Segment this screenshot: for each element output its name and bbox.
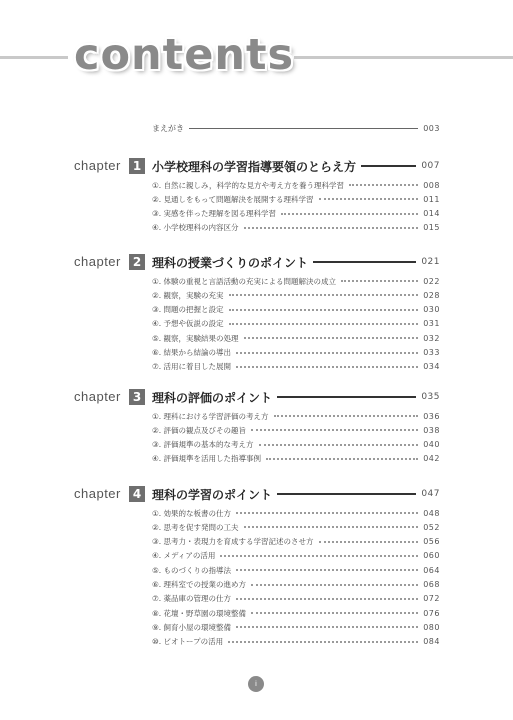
dot-leader: [236, 569, 418, 571]
leader-line: [313, 261, 416, 263]
chapter-page: 021: [421, 257, 440, 267]
chapter-heading-row[interactable]: [152, 485, 440, 503]
dot-leader: [341, 280, 418, 282]
dot-leader: [281, 213, 418, 215]
leader-line: [277, 396, 416, 398]
toc-item[interactable]: [152, 304, 440, 316]
dot-leader: [229, 323, 419, 325]
toc-item-page: 080: [423, 622, 440, 632]
toc-item[interactable]: [152, 636, 440, 648]
dot-leader: [319, 541, 419, 543]
toc-item[interactable]: [152, 593, 440, 605]
toc-item-title: ③. 実感を伴った理解を図る理科学習: [152, 209, 276, 219]
toc-item-page: 008: [423, 180, 440, 190]
chapter-title: 小学校理科の学習指導要領のとらえ方: [152, 159, 357, 174]
toc-item-title: ③. 思考力・表現力を育成する学習記述のさせ方: [152, 537, 314, 547]
toc-item-page: 084: [423, 637, 440, 647]
toc-item[interactable]: [152, 439, 440, 451]
toc-item[interactable]: [152, 275, 440, 287]
dot-leader: [244, 227, 419, 229]
dot-leader: [349, 184, 418, 186]
toc-item[interactable]: [152, 410, 440, 422]
dot-leader: [220, 555, 418, 557]
toc-item-page: 038: [423, 425, 440, 435]
toc-item-title: ⑨. 飼育小屋の環境整備: [152, 622, 231, 632]
toc-item-title: ②. 観察，実験の充実: [152, 290, 224, 300]
toc-item-page: 033: [423, 348, 440, 357]
leader-line: [189, 128, 418, 129]
chapter-title: 理科の学習のポイント: [152, 487, 273, 502]
toc-item-page: 040: [423, 440, 440, 450]
toc-item-page: 064: [423, 565, 440, 575]
page-title: contents: [74, 30, 295, 80]
dot-leader: [274, 415, 419, 417]
toc-item-page: 034: [423, 362, 440, 372]
toc-item-title: ②. 評価の観点及びその趣旨: [152, 425, 246, 435]
toc-item-page: 011: [423, 194, 440, 204]
chapter-page: 035: [421, 392, 440, 402]
toc-item-page: 028: [423, 290, 440, 300]
toc-item-page: 030: [423, 305, 440, 315]
dot-leader: [236, 626, 418, 628]
leader-line: [361, 165, 416, 167]
toc-item-title: ⑧. 花壇・野草園の環境整備: [152, 608, 246, 618]
toc-item-page: 068: [423, 580, 440, 589]
toc-item[interactable]: [152, 289, 440, 301]
dot-leader: [236, 512, 418, 514]
dot-leader: [228, 641, 418, 643]
toc-item-page: 032: [423, 333, 440, 343]
toc-item[interactable]: [152, 564, 440, 576]
toc-item-title: ⑤. 観察，実験結果の処理: [152, 333, 239, 343]
chapter-title: 理科の評価のポイント: [152, 390, 273, 405]
dot-leader: [229, 309, 419, 311]
toc-item[interactable]: [152, 332, 440, 344]
header-rule-left: [0, 56, 68, 59]
dot-leader: [229, 294, 419, 296]
toc-item-title: ①. 理科における学習評価の考え方: [152, 411, 269, 421]
toc-item[interactable]: [152, 424, 440, 436]
toc-item[interactable]: [152, 193, 440, 205]
chapter-page: 007: [421, 161, 440, 171]
toc-item-title: ①. 体験の重視と言語活動の充実による問題解決の成立: [152, 276, 336, 286]
toc-item-title: ④. 評価規準を活用した指導事例: [152, 454, 261, 464]
dot-leader: [251, 429, 418, 431]
toc-item-title: ⑦. 薬品庫の管理の仕方: [152, 594, 231, 604]
toc-item-title: ③. 問題の把握と設定: [152, 305, 224, 315]
toc-item[interactable]: [152, 318, 440, 330]
preface-label: まえがき: [152, 124, 184, 133]
toc-item-page: 060: [423, 551, 440, 561]
chapter-title: 理科の授業づくりのポイント: [152, 255, 309, 270]
dot-leader: [319, 198, 419, 200]
dot-leader: [236, 598, 418, 600]
dot-leader: [244, 337, 419, 339]
toc-item-title: ⑩. ビオトープの活用: [152, 637, 224, 647]
toc-item-title: ⑦. 活用に着目した展開: [152, 362, 231, 372]
toc-item-title: ④. メディアの活用: [152, 551, 216, 561]
leader-line: [277, 493, 416, 495]
toc-item-title: ④. 小学校理科の内容区分: [152, 223, 239, 233]
dot-leader: [251, 584, 418, 586]
page-number: i: [248, 676, 264, 692]
toc-item-page: 042: [423, 454, 440, 464]
toc-item-page: 031: [423, 319, 440, 329]
toc-item-page: 015: [423, 223, 440, 233]
dot-leader: [259, 444, 419, 446]
toc-item[interactable]: [152, 179, 440, 191]
chapter-label: chapter: [74, 486, 121, 501]
toc-item[interactable]: [152, 550, 440, 562]
toc-item-title: ③. 評価規準の基本的な考え方: [152, 440, 254, 450]
toc-item-page: 048: [423, 508, 440, 518]
toc-item-page: 014: [423, 209, 440, 219]
toc-item-page: 056: [423, 537, 440, 547]
toc-item-page: 036: [423, 411, 440, 421]
chapter-heading-row[interactable]: [152, 253, 440, 271]
toc-item-page: 022: [423, 276, 440, 286]
preface-row[interactable]: [152, 123, 440, 134]
chapter-label: chapter: [74, 158, 121, 173]
toc-item-page: 052: [423, 522, 440, 532]
toc-item-page: 072: [423, 594, 440, 604]
chapter-number-badge: 2: [129, 254, 145, 270]
toc-item-title: ⑥. 結果から結論の導出: [152, 348, 231, 357]
toc-item-page: 076: [423, 608, 440, 618]
toc-item-title: ①. 自然に親しみ，科学的な見方や考え方を養う理科学習: [152, 180, 344, 190]
toc-item[interactable]: [152, 347, 440, 359]
toc-item-title: ②. 思考を促す発問の工夫: [152, 522, 239, 532]
dot-leader: [236, 352, 418, 354]
chapter-heading-row[interactable]: [152, 388, 440, 406]
header-rule-right: [294, 56, 513, 59]
chapter-label: chapter: [74, 389, 121, 404]
toc-item[interactable]: [152, 507, 440, 519]
toc-item[interactable]: [152, 208, 440, 220]
toc-item[interactable]: [152, 621, 440, 633]
toc-item[interactable]: [152, 521, 440, 533]
toc-item-title: ①. 効果的な板書の仕方: [152, 508, 231, 518]
toc-item[interactable]: [152, 607, 440, 619]
toc-item[interactable]: [152, 536, 440, 548]
dot-leader: [236, 366, 418, 368]
dot-leader: [266, 458, 418, 460]
toc-item[interactable]: [152, 579, 440, 591]
chapter-label: chapter: [74, 254, 121, 269]
dot-leader: [251, 612, 418, 614]
toc-item-title: ②. 見通しをもって問題解決を展開する理科学習: [152, 194, 314, 204]
chapter-page: 047: [421, 489, 440, 499]
toc-item-title: ⑥. 理科室での授業の進め方: [152, 580, 246, 589]
preface-page: 003: [423, 124, 440, 133]
chapter-number-badge: 3: [129, 389, 145, 405]
toc-item[interactable]: [152, 222, 440, 234]
toc-item-title: ④. 予想や仮説の設定: [152, 319, 224, 329]
toc-item[interactable]: [152, 361, 440, 373]
chapter-number-badge: 4: [129, 486, 145, 502]
chapter-number-badge: 1: [129, 158, 145, 174]
dot-leader: [244, 526, 419, 528]
toc-item-title: ⑤. ものづくりの指導法: [152, 565, 231, 575]
toc-item[interactable]: [152, 453, 440, 465]
chapter-heading-row[interactable]: [152, 157, 440, 175]
